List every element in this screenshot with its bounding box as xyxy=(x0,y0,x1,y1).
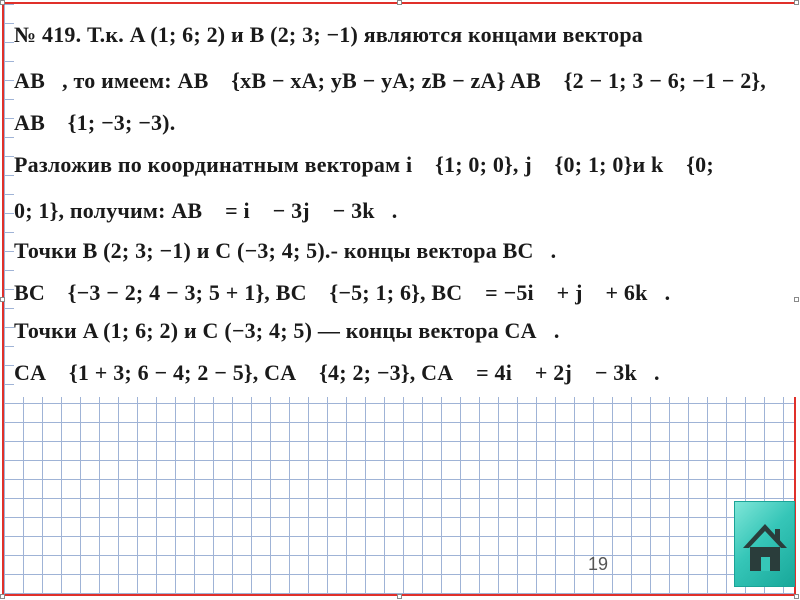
text-line-5: 0; 1}, получим: AB⃗ = i⃗ − 3j⃗ − 3k⃗. xyxy=(14,198,398,223)
text-line-3: AB⃗ {1; −3; −3). xyxy=(14,110,176,135)
selection-handle[interactable] xyxy=(794,297,799,302)
text-line-8: Точки A (1; 6; 2) и C (−3; 4; 5) — концы вектора CA⃗. xyxy=(14,318,560,343)
selection-handle[interactable] xyxy=(0,297,5,302)
home-button[interactable] xyxy=(734,501,795,587)
selection-handle[interactable] xyxy=(794,594,799,599)
selection-handle[interactable] xyxy=(794,0,799,5)
selection-handle[interactable] xyxy=(0,0,5,5)
solution-text xyxy=(14,4,796,397)
selection-handle[interactable] xyxy=(0,594,5,599)
home-icon xyxy=(735,502,796,588)
selection-handle[interactable] xyxy=(397,594,402,599)
selection-handle[interactable] xyxy=(397,0,402,5)
text-line-6: Точки B (2; 3; −1) и C (−3; 4; 5).- концы вектора BC⃗. xyxy=(14,238,557,263)
text-line-2: AB⃗, то имеем: AB⃗ {xB − xA; yB − yA; zB − zA} AB⃗ {2 − 1; 3 − 6; −1 − 2}, xyxy=(14,68,766,93)
text-line-1: № 419. Т.к. A (1; 6; 2) и B (2; 3; −1) являются концами вектора xyxy=(14,22,643,47)
slide xyxy=(2,2,796,596)
text-line-7: BC⃗ {−3 − 2; 4 − 3; 5 + 1}, BC⃗ {−5; 1; 6}, BC⃗ = −5i⃗ + j⃗ + 6k⃗. xyxy=(14,280,671,305)
page-number: 19 xyxy=(588,554,609,574)
text-line-4: Разложив по координатным векторам i⃗ {1; 0; 0}, j⃗ {0; 1; 0}и k⃗ {0; xyxy=(14,152,714,177)
text-line-9: CA⃗ {1 + 3; 6 − 4; 2 − 5}, CA⃗ {4; 2; −3}, CA⃗ = 4i⃗ + 2j⃗ − 3k⃗. xyxy=(14,360,660,385)
